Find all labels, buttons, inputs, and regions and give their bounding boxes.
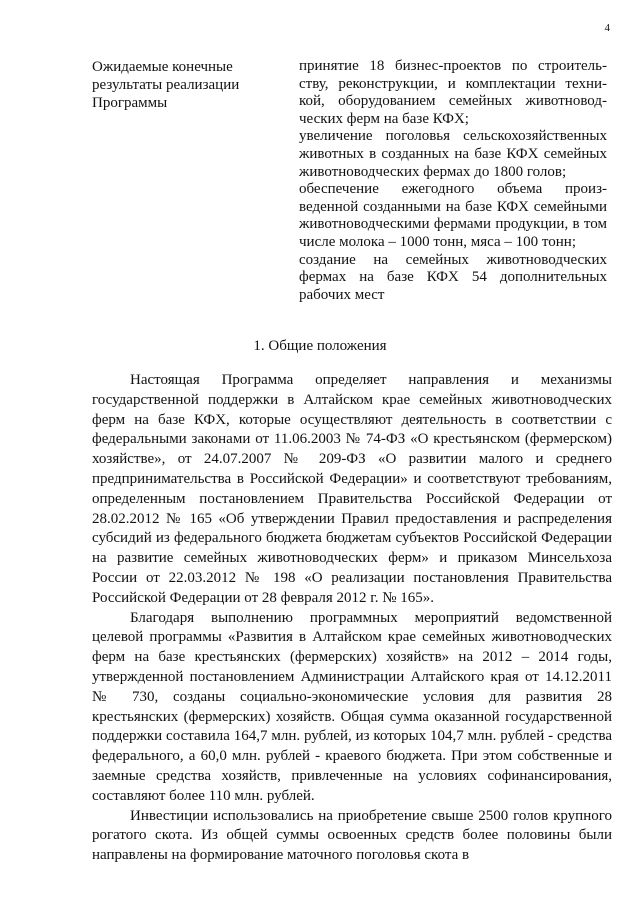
summary-item: принятие 18 бизнес-проектов по строитель-ству, реконструкции, и комплектации техни-кой, оборудованием семейных животновод-ческих ферм на базе КФХ; bbox=[299, 58, 607, 127]
paragraph: Благодаря выполнению программных мероприятий ведомственной целевой программы «Развития в Алтайском крае семейных животноводческих ферм на базе крестьянских (фермерских) хозяйств» на 2012 – 2014 годы, утвержденной постановлением Администрации Алтайского края от 14.12.2011 № 730, созданы социально-экономические условия для развития 28 крестьянских (фермерских) хозяйств. Общая сумма оказанной государственной поддержки составила 164,7 млн. рублей, из которых 104,7 млн. рублей - средства федерального, а 60,0 млн. рублей - краевого бюджета. При этом собственные и заемные средства хозяйств, привлеченные на условиях софинансирования, составляют более 110 млн. рублей. bbox=[92, 609, 612, 804]
page-number: 4 bbox=[604, 22, 610, 34]
summary-item: создание на семейных животноводческих фермах на базе КФХ 54 дополнительных рабочих мест bbox=[299, 251, 607, 303]
section-heading: 1. Общие положения bbox=[253, 338, 387, 354]
summary-item: обеспечение ежегодного объема произ-веденной созданными на базе КФХ семейными животноводческими фермами продукции, в том числе молока – 1000 тонн, мяса – 100 тонн; bbox=[299, 181, 607, 250]
body-text bbox=[92, 371, 612, 866]
summary-results bbox=[299, 58, 607, 304]
paragraph: Инвестиции использовались на приобретение свыше 2500 голов крупного рогатого скота. Из общей суммы освоенных средств более половины были направлены на формирование маточного поголовья скота в bbox=[92, 807, 612, 864]
summary-label: Ожидаемые конечные результаты реализации Программы bbox=[92, 59, 240, 111]
paragraph: Настоящая Программа определяет направления и механизмы государственной поддержки в Алтайском крае семейных животноводческих ферм на базе КФХ, которые осуществляют деятельность в соответствии с федеральными законами от 11.06.2003 № 74-ФЗ «О крестьянском (фермерском) хозяйстве», от 24.07.2007 № 209-ФЗ «О развитии малого и среднего предпринимательства в Российской Федерации» и соответствуют требованиям, определенным постановлением Правительства Российской Федерации от 28.02.2012 № 165 «Об утверждении Правил предоставления и распределения субсидий из федерального бюджета бюджетам субъектов Российской Федерации на развитие семейных животноводческих ферм» и приказом Минсельхоза России от 22.03.2012 № 198 «О реализации постановления Правительства Российской Федерации от 28 февраля 2012 г. № 165». bbox=[92, 372, 612, 606]
summary-item: увеличение поголовья сельскохозяйственных животных в созданных на базе КФХ семейных животноводческих фермах до 1800 голов; bbox=[299, 128, 607, 180]
